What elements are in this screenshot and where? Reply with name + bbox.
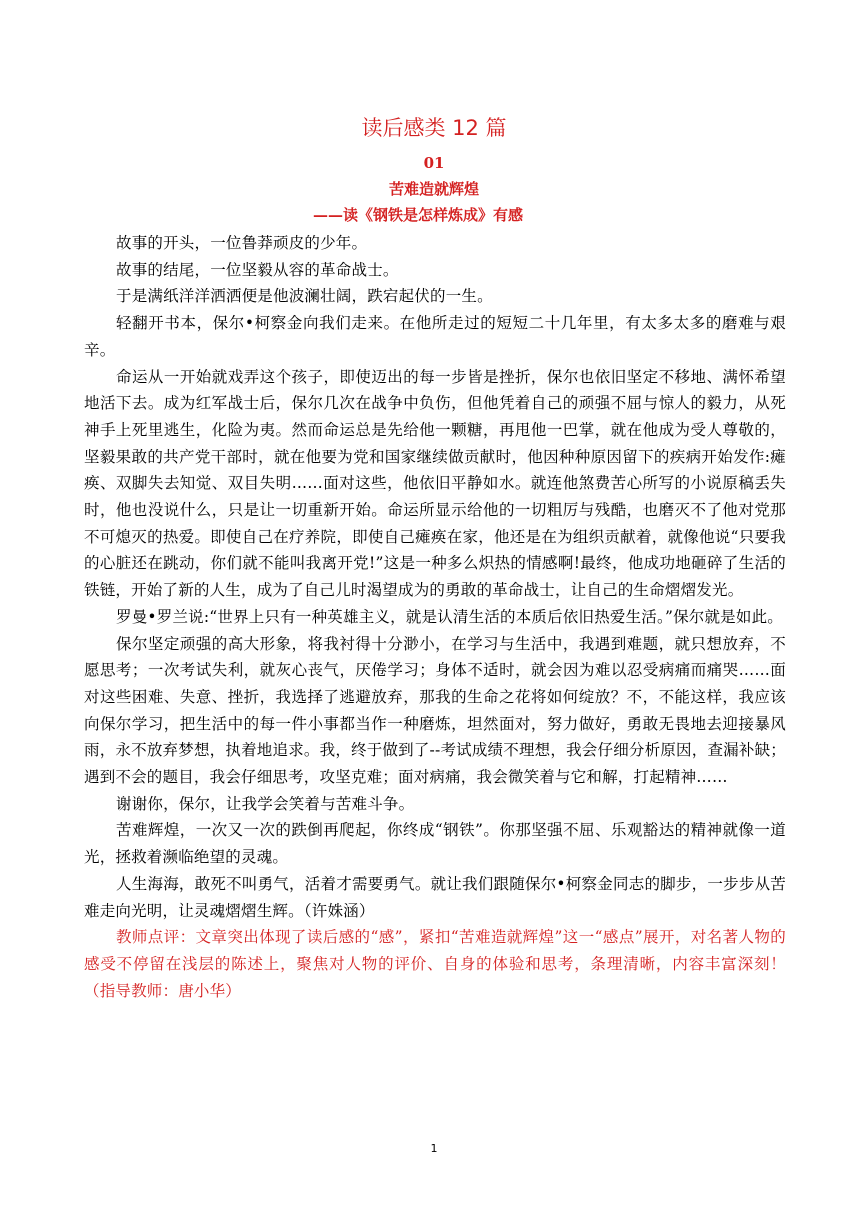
essay-body [84,230,786,1004]
essay-title: 苦难造就辉煌 [388,180,479,198]
page-number: 1 [430,1142,438,1155]
essay-paragraph: 人生海海，敢死不叫勇气，活着才需要勇气。就让我们跟随保尔•柯察金同志的脚步，一步步从苦难走向光明，让灵魂熠熠生辉。（许姝涵） [84,874,786,920]
essay-paragraph: 罗曼•罗兰说:“世界上只有一种英雄主义，就是认清生活的本质后依旧热爱生活。”保尔就是如此。 [116,607,783,626]
document-title: 读后感类 12 篇 [361,116,507,140]
essay-paragraph: 苦难辉煌，一次又一次的跌倒再爬起，你终成“钢铁”。你那坚强不屈、乐观豁达的精神就像一道光，拯救着濒临绝望的灵魂。 [84,821,786,867]
essay-paragraph: 于是满纸洋洋洒洒便是他波澜壮阔，跌宕起伏的一生。 [116,287,493,306]
essay-paragraph: 轻翻开书本，保尔•柯察金向我们走来。在他所走过的短短二十几年里，有太多太多的磨难与艰辛。 [84,314,786,359]
essay-paragraph: 保尔坚定顽强的高大形象，将我衬得十分渺小，在学习与生活中，我遇到难题，就只想放弃，不愿思考；一次考试失利，就灰心丧气，厌倦学习；身体不适时，就会因为难以忍受病痛而痛哭……面对这些困难、失意、挫折，我选择了逃避放弃，那我的生命之花将如何绽放？不，不能这样，我应该向保尔学习，把生活中的每一件小事都当作一种磨炼，坦然面对，努力做好，勇敢无畏地去迎接暴风雨，永不放弃梦想，执着地追求。我，终于做到了--考试成绩不理想，我会仔细分析原因，查漏补缺；遇到不会的题目，我会仔细思考，攻坚克难；面对病痛，我会微笑着与它和解，打起精神…… [84,634,786,787]
essay-paragraph: 谢谢你，保尔，让我学会笑着与苦难斗争。 [116,794,415,813]
essay-number: 01 [423,154,445,172]
essay-paragraph: 故事的结尾，一位坚毅从容的革命战士。 [116,260,399,279]
essay-paragraph: 命运从一开始就戏弄这个孩子，即使迈出的每一步皆是挫折，保尔也依旧坚定不移地、满怀希望地活下去。成为红军战士后，保尔几次在战争中负伤，但他凭着自己的顽强不屈与惊人的毅力，从死神手上死里逃生，化险为夷。然而命运总是先给他一颗糖，再甩他一巴掌，就在他成为受人尊敬的，坚毅果敢的共产党干部时，就在他要为党和国家继续做贡献时，他因种种原因留下的疾病开始发作:瘫痪、双脚失去知觉、双目失明……面对这些，他依旧平静如水。就连他煞费苦心所写的小说原稿丢失时，他也没说什么，只是让一切重新开始。命运所显示给他的一切粗厉与残酷，也磨灭不了他对党那不可熄灭的热爱。即使自己在疗养院，即使自己瘫痪在家，他还是在为组织贡献着，就像他说“只要我的心脏还在跳动，你们就不能叫我离开党!”这是一种多么炽热的情感啊!最终，他成功地砸碎了生活的铁链，开始了新的人生，成为了自己儿时渴望成为的勇敢的革命战士，让自己的生命熠熠发光。 [84,367,786,600]
essay-subtitle: ——读《钢铁是怎样炼成》有感 [313,206,524,224]
essay-paragraph: 故事的开头，一位鲁莽顽皮的少年。 [116,234,368,252]
teacher-comment: 教师点评：文章突出体现了读后感的“感”，紧扣“苦难造就辉煌”这一“感点”展开，对名著人物的感受不停留在浅层的陈述上，聚焦对人物的评价、自身的体验和思考，条理清晰，内容丰富深刻！（指导教师：唐小华） [84,928,786,1000]
